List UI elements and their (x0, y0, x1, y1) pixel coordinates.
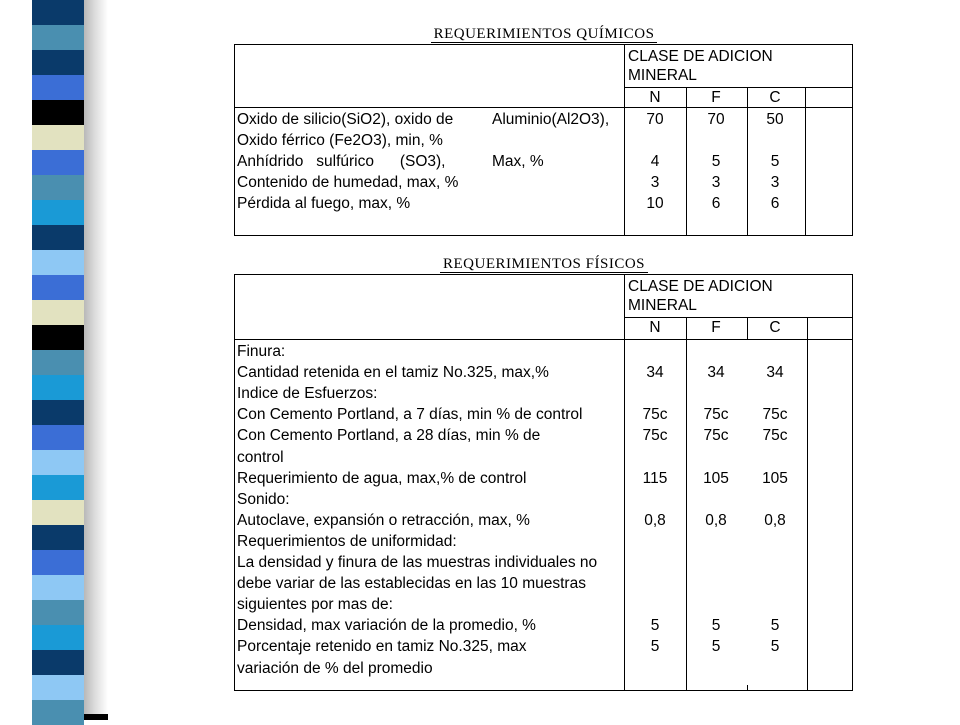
cell-value: 5 (711, 638, 721, 656)
chem-header-line1: CLASE DE ADICION (628, 48, 773, 65)
row-label: Oxido de silicio(SiO2), oxido de (237, 111, 454, 128)
row-label: Densidad, max variación de la promedio, % (237, 617, 536, 635)
stripe-block (32, 275, 84, 300)
stripe-block (32, 325, 84, 350)
cell-value: 5 (770, 638, 780, 656)
stripe-block (32, 700, 84, 725)
cell-value: 5 (770, 153, 780, 170)
chemical-title-text: REQUERIMIENTOS QUÍMICOS (431, 26, 658, 43)
row-label: siguientes por mas de: (237, 596, 393, 614)
row-label: Con Cemento Portland, a 7 días, min % de control (237, 406, 583, 424)
stripe-block (32, 25, 84, 50)
cell-value: 105 (762, 469, 788, 487)
physical-title-text: REQUERIMIENTOS FÍSICOS (440, 256, 648, 273)
cell-value: 5 (711, 617, 721, 635)
stripe-block (32, 350, 84, 375)
cell-value: 5 (711, 153, 721, 170)
cell-value: 3 (770, 174, 780, 191)
phys-col-n: N (649, 319, 661, 336)
cell-value: 6 (711, 195, 721, 212)
stripe-block (32, 500, 84, 525)
stripe-shadow (84, 0, 108, 720)
cell-value: 3 (650, 174, 660, 191)
stripe-block (32, 575, 84, 600)
cell-value: 0,8 (644, 511, 666, 529)
cell-value: 75c (642, 406, 668, 424)
row-label-secondary: Aluminio(Al2O3), (492, 111, 610, 128)
stripe-block (32, 525, 84, 550)
row-label: Cantidad retenida en el tamiz No.325, max,% (237, 364, 549, 382)
chem-col-n: N (649, 89, 661, 106)
cell-value: 0,8 (705, 511, 727, 529)
row-label: Sonido: (237, 490, 290, 508)
phys-header-line2: MINERAL (628, 297, 697, 314)
cell-value: 75c (762, 406, 788, 424)
phys-col-c: C (769, 319, 781, 336)
phys-col-f: F (711, 319, 721, 336)
cell-value: 105 (703, 469, 729, 487)
stripe-block (32, 625, 84, 650)
cell-value: 4 (650, 153, 660, 170)
phys-header-bottom (235, 339, 852, 340)
cell-value: 5 (770, 617, 780, 635)
physical-title (234, 256, 854, 273)
row-label: control (237, 448, 284, 466)
row-label: Indice de Esfuerzos: (237, 385, 378, 403)
row-label: La densidad y finura de las muestras individuales no (237, 554, 598, 571)
physical-table (234, 274, 853, 691)
stripe-block (32, 150, 84, 175)
row-label: Pérdida al fuego, max, % (237, 195, 411, 212)
row-label: Finura: (237, 343, 286, 360)
stripe-block (32, 425, 84, 450)
stripe-block (32, 450, 84, 475)
stripe-block (32, 675, 84, 700)
cell-value: 6 (770, 195, 780, 212)
chemical-table (234, 44, 853, 236)
row-label: Anhídrido sulfúrico (SO3), (237, 153, 446, 170)
row-label: Autoclave, expansión o retracción, max, % (237, 511, 530, 529)
stripe-block (32, 175, 84, 200)
row-label: Oxido férrico (Fe2O3), min, % (237, 132, 443, 149)
row-label: Contenido de humedad, max, % (237, 174, 459, 191)
stripe-base (84, 714, 108, 720)
cell-value: 10 (646, 195, 664, 212)
stripe-block (32, 375, 84, 400)
stripe-block (32, 250, 84, 275)
cell-value: 115 (642, 469, 668, 487)
phys-col-divider-f-bottom (747, 685, 748, 690)
row-label-secondary: Max, % (492, 153, 544, 170)
stripe-block (32, 475, 84, 500)
stripe-block (32, 300, 84, 325)
stripe-block (32, 600, 84, 625)
stripe-block (32, 125, 84, 150)
cell-value: 5 (650, 617, 660, 635)
stripe-block (32, 0, 84, 25)
cell-value: 34 (766, 364, 784, 382)
row-label: Requerimientos de uniformidad: (237, 532, 457, 550)
cell-value: 34 (646, 364, 664, 382)
cell-value: 75c (703, 406, 729, 424)
cell-value: 70 (646, 111, 664, 128)
cell-value: 34 (707, 364, 725, 382)
chem-col-c: C (769, 89, 781, 106)
stripe-block (32, 550, 84, 575)
chem-header-line2: MINERAL (628, 67, 697, 84)
cell-value: 50 (766, 111, 784, 128)
chemical-title (234, 26, 854, 43)
stripe-block (32, 200, 84, 225)
cell-value: 0,8 (764, 511, 786, 529)
chem-col-f: F (711, 89, 721, 106)
cell-value: 5 (650, 638, 660, 656)
row-label: variación de % del promedio (237, 659, 433, 677)
stripe-block (32, 100, 84, 125)
phys-header-line1: CLASE DE ADICION (628, 278, 773, 295)
chem-col-divider-c (805, 87, 806, 235)
row-label: Requerimiento de agua, max,% de control (237, 469, 527, 487)
decorative-stripe (32, 0, 84, 720)
stripe-block (32, 75, 84, 100)
stripe-block (32, 225, 84, 250)
cell-value: 75c (762, 427, 788, 445)
stripe-block (32, 50, 84, 75)
stripe-block (32, 650, 84, 675)
cell-value: 3 (711, 174, 721, 191)
row-label: Con Cemento Portland, a 28 días, min % de (237, 427, 541, 445)
phys-col-divider-c (807, 317, 808, 690)
stripe-block (32, 400, 84, 425)
cell-value: 75c (642, 427, 668, 445)
cell-value: 75c (703, 427, 729, 445)
cell-value: 70 (707, 111, 725, 128)
row-label: Porcentaje retenido en tamiz No.325, max (237, 638, 527, 656)
row-label: debe variar de las establecidas en las 10 muestras (237, 575, 586, 593)
